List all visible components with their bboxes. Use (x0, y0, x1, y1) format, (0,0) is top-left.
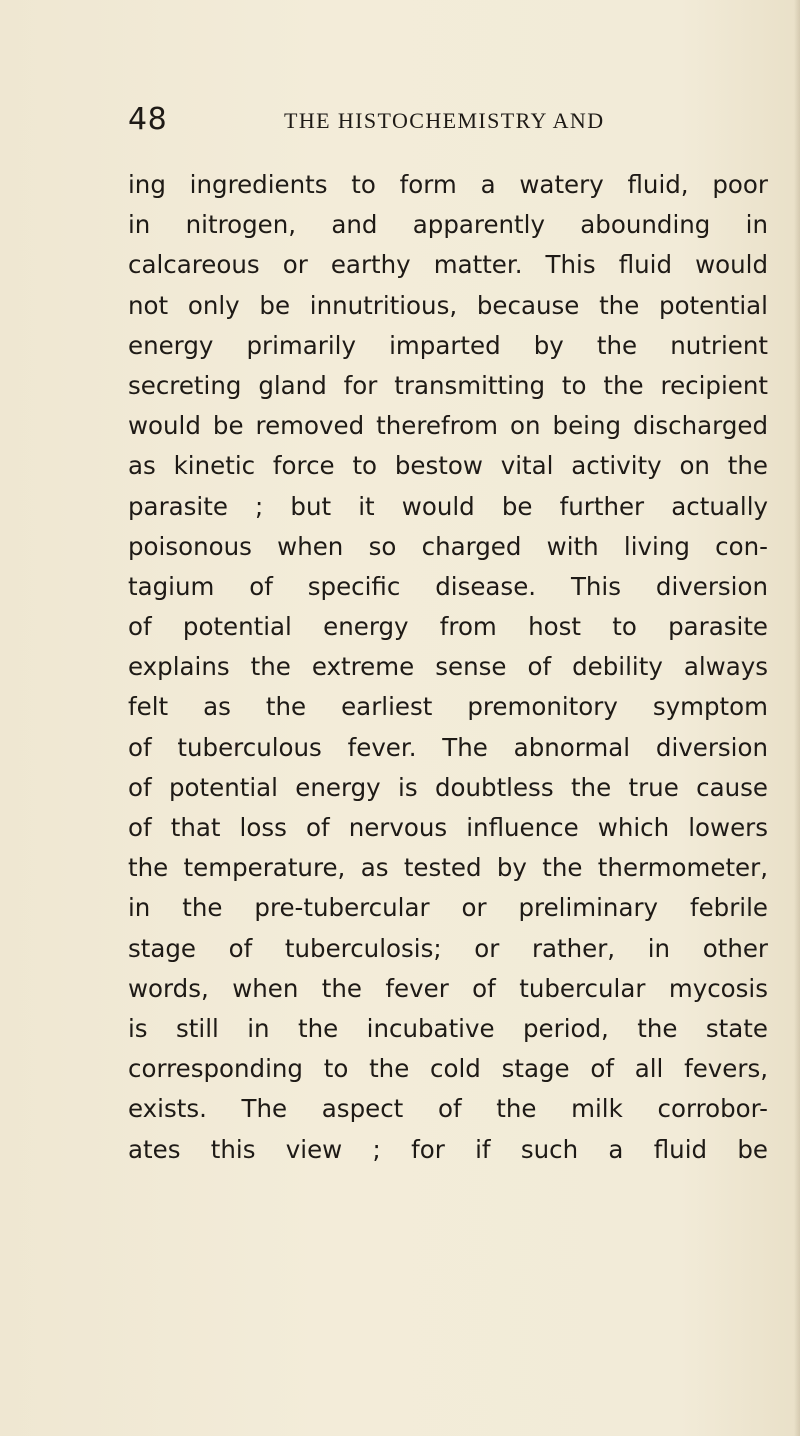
text-line: of that loss of nervous influence which lowers (128, 813, 768, 842)
text-line: ates this view ; for if such a fluid be (128, 1134, 768, 1164)
text-line: ing ingredients to form a watery fluid, poor (128, 170, 768, 199)
text-line: stage of tuberculosis; or rather, in other (128, 933, 768, 963)
text-line: exists. The aspect of the milk corrobor- (128, 1094, 768, 1124)
text-line: felt as the earliest premonitory symptom (128, 692, 768, 722)
page-edge-shadow (794, 0, 800, 1436)
text-line: of potential energy is doubtless the true cause (128, 772, 768, 802)
text-line: as kinetic force to bestow vital activity on the (128, 451, 768, 481)
running-head: THE HISTOCHEMISTRY AND (284, 108, 605, 133)
text-line: would be removed therefrom on being discharged (128, 411, 768, 441)
text-line: words, when the fever of tubercular mycosis (128, 973, 768, 1003)
page-number: 48 (128, 102, 168, 137)
text-line: in the pre-tubercular or preliminary febrile (128, 893, 768, 923)
text-line: is still in the incubative period, the state (128, 1013, 768, 1043)
text-line: not only be innutritious, because the potential (128, 290, 768, 320)
text-line: corresponding to the cold stage of all fevers, (128, 1054, 768, 1084)
text-line: energy primarily imparted by the nutrient (128, 330, 768, 360)
text-line: of potential energy from host to parasite (128, 612, 768, 642)
text-line: the temperature, as tested by the thermometer, (128, 853, 768, 883)
text-line: calcareous or earthy matter. This fluid would (128, 250, 768, 280)
text-line: poisonous when so charged with living con- (128, 531, 768, 561)
body-text (128, 165, 768, 1170)
text-line: of tuberculous fever. The abnormal diversion (128, 732, 768, 762)
text-line: tagium of specific disease. This diversion (128, 571, 768, 601)
text-line: parasite ; but it would be further actually (128, 491, 768, 521)
text-line: explains the extreme sense of debility always (128, 652, 768, 682)
text-line: secreting gland for transmitting to the recipient (128, 370, 768, 400)
page-header (128, 100, 688, 140)
text-line: in nitrogen, and apparently abounding in (128, 210, 768, 240)
